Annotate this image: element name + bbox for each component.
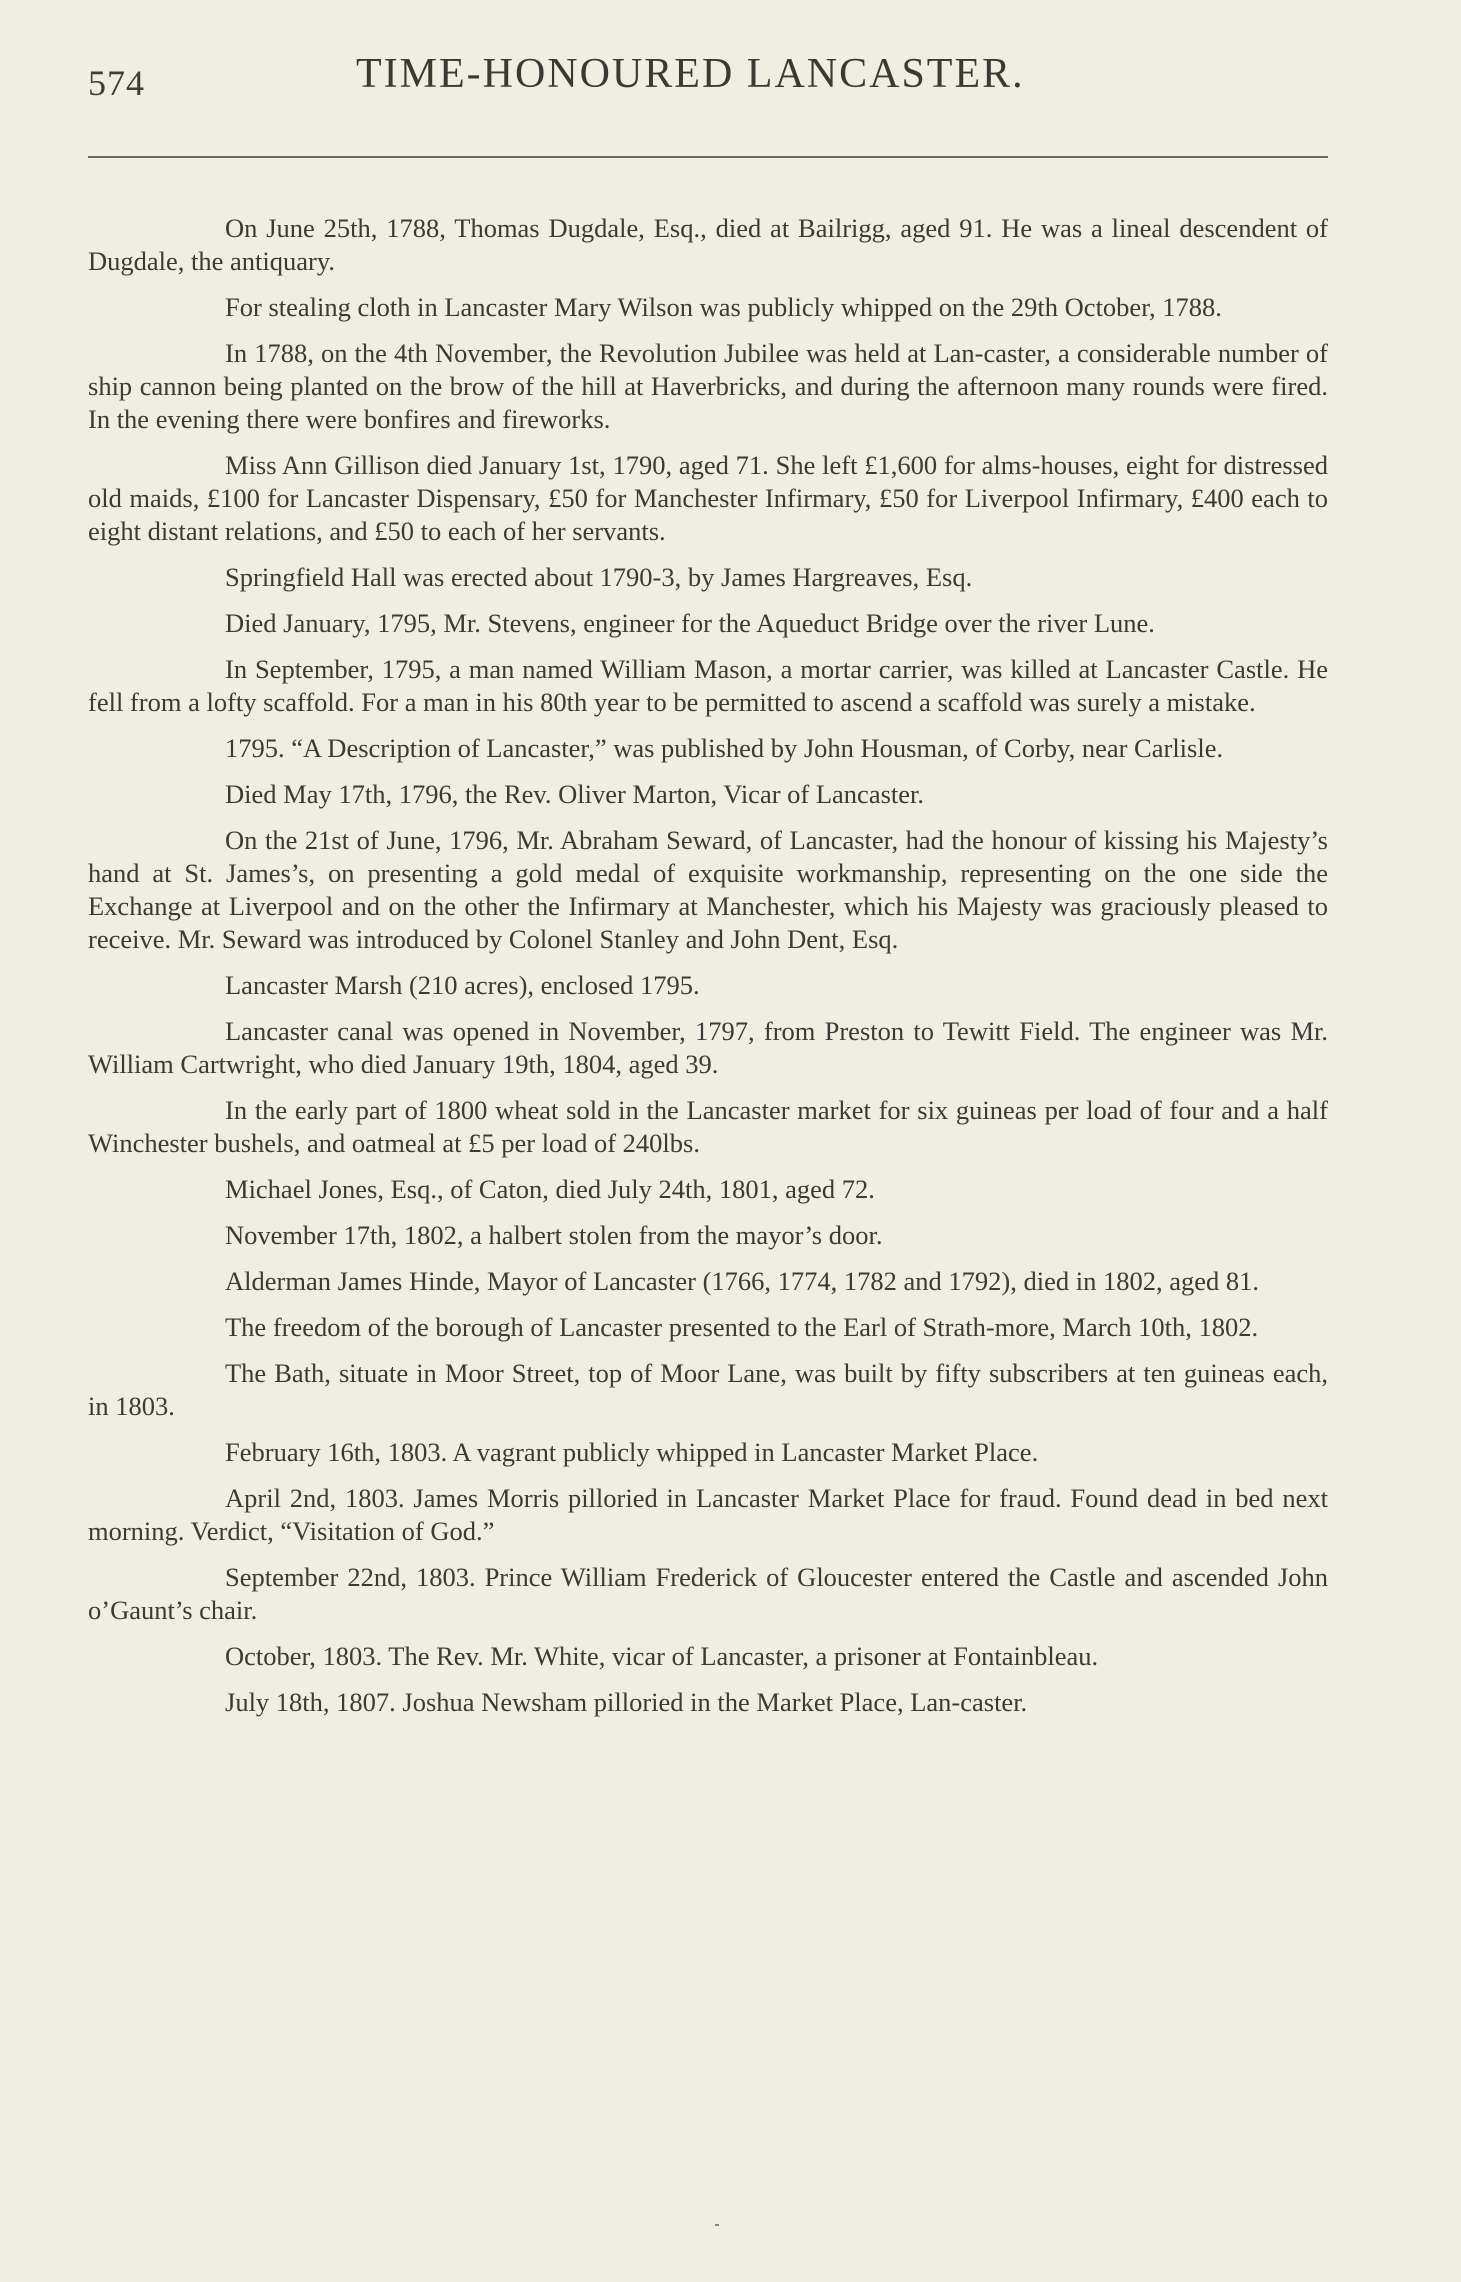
paragraph: November 17th, 1802, a halbert stolen from the mayor’s door.: [225, 1220, 883, 1250]
paragraph: The freedom of the borough of Lancaster presented to the Earl of Strath-more, March 10th, 1802.: [225, 1312, 1259, 1342]
paragraph: Lancaster Marsh (210 acres), enclosed 1795.: [225, 970, 700, 1000]
paragraph: On the 21st of June, 1796, Mr. Abraham Seward, of Lancaster, had the honour of kissing his Majesty’s hand at St. James’s, on presenting a gold medal of exquisite workmanship, representing on the one side the Exchange at Liverpool and on the other the Infirmary at Manchester, which his Majesty was graciously pleased to receive. Mr. Seward was introduced by Colonel Stanley and John Dent, Esq.: [88, 825, 1328, 954]
paragraph: On June 25th, 1788, Thomas Dugdale, Esq., died at Bailrigg, aged 91. He was a lineal descendent of Dugdale, the antiquary.: [88, 213, 1328, 276]
paragraph: 1795. “A Description of Lancaster,” was published by John Housman, of Corby, near Carlisle.: [225, 733, 1224, 763]
paragraph: Alderman James Hinde, Mayor of Lancaster (1766, 1774, 1782 and 1792), died in 1802, aged 81.: [225, 1266, 1259, 1296]
body-text: [88, 212, 1328, 1732]
paragraph: In the early part of 1800 wheat sold in the Lancaster market for six guineas per load of four and a half Winchester bushels, and oatmeal at £5 per load of 240lbs.: [88, 1095, 1328, 1158]
page-number: 574: [88, 63, 145, 103]
paragraph: The Bath, situate in Moor Street, top of Moor Lane, was built by fifty subscribers at ten guineas each, in 1803.: [88, 1358, 1328, 1421]
paragraph: In 1788, on the 4th November, the Revolution Jubilee was held at Lan-caster, a considerable number of ship cannon being planted on the brow of the hill at Haverbricks, and during the afternoon many rounds were fired. In the evening there were bonfires and fireworks.: [88, 338, 1328, 434]
book-title: TIME-HONOURED LANCASTER.: [356, 51, 1025, 97]
paragraph: April 2nd, 1803. James Morris pilloried in Lancaster Market Place for fraud. Found dead in bed next morning. Verdict, “Visitation of God.”: [88, 1483, 1328, 1546]
header-rule: [88, 156, 1328, 158]
paragraph: For stealing cloth in Lancaster Mary Wilson was publicly whipped on the 29th October, 1788.: [225, 292, 1222, 322]
paragraph: Springfield Hall was erected about 1790-3, by James Hargreaves, Esq.: [225, 562, 973, 592]
paragraph: July 18th, 1807. Joshua Newsham pilloried in the Market Place, Lan-caster.: [225, 1687, 1028, 1717]
paragraph: Died May 17th, 1796, the Rev. Oliver Marton, Vicar of Lancaster.: [225, 779, 925, 809]
paragraph: Michael Jones, Esq., of Caton, died July 24th, 1801, aged 72.: [225, 1174, 875, 1204]
paragraph: September 22nd, 1803. Prince William Frederick of Gloucester entered the Castle and ascended John o’Gaunt’s chair.: [88, 1562, 1328, 1625]
paragraph: February 16th, 1803. A vagrant publicly whipped in Lancaster Market Place.: [225, 1437, 1039, 1467]
paragraph: October, 1803. The Rev. Mr. White, vicar of Lancaster, a prisoner at Fontainbleau.: [225, 1641, 1099, 1671]
paragraph: Died January, 1795, Mr. Stevens, engineer for the Aqueduct Bridge over the river Lune.: [225, 608, 1155, 638]
paragraph: In September, 1795, a man named William Mason, a mortar carrier, was killed at Lancaster Castle. He fell from a lofty scaffold. For a man in his 80th year to be permitted to ascend a scaffold was surely a mistake.: [88, 654, 1328, 717]
ink-speck: [715, 2224, 719, 2226]
paragraph: Lancaster canal was opened in November, 1797, from Preston to Tewitt Field. The engineer was Mr. William Cartwright, who died January 19th, 1804, aged 39.: [88, 1016, 1328, 1079]
running-head: [88, 48, 1328, 108]
paragraph: Miss Ann Gillison died January 1st, 1790, aged 71. She left £1,600 for alms-houses, eight for distressed old maids, £100 for Lancaster Dispensary, £50 for Manchester Infirmary, £50 for Liverpool Infirmary, £400 each to eight distant relations, and £50 to each of her servants.: [88, 450, 1328, 546]
